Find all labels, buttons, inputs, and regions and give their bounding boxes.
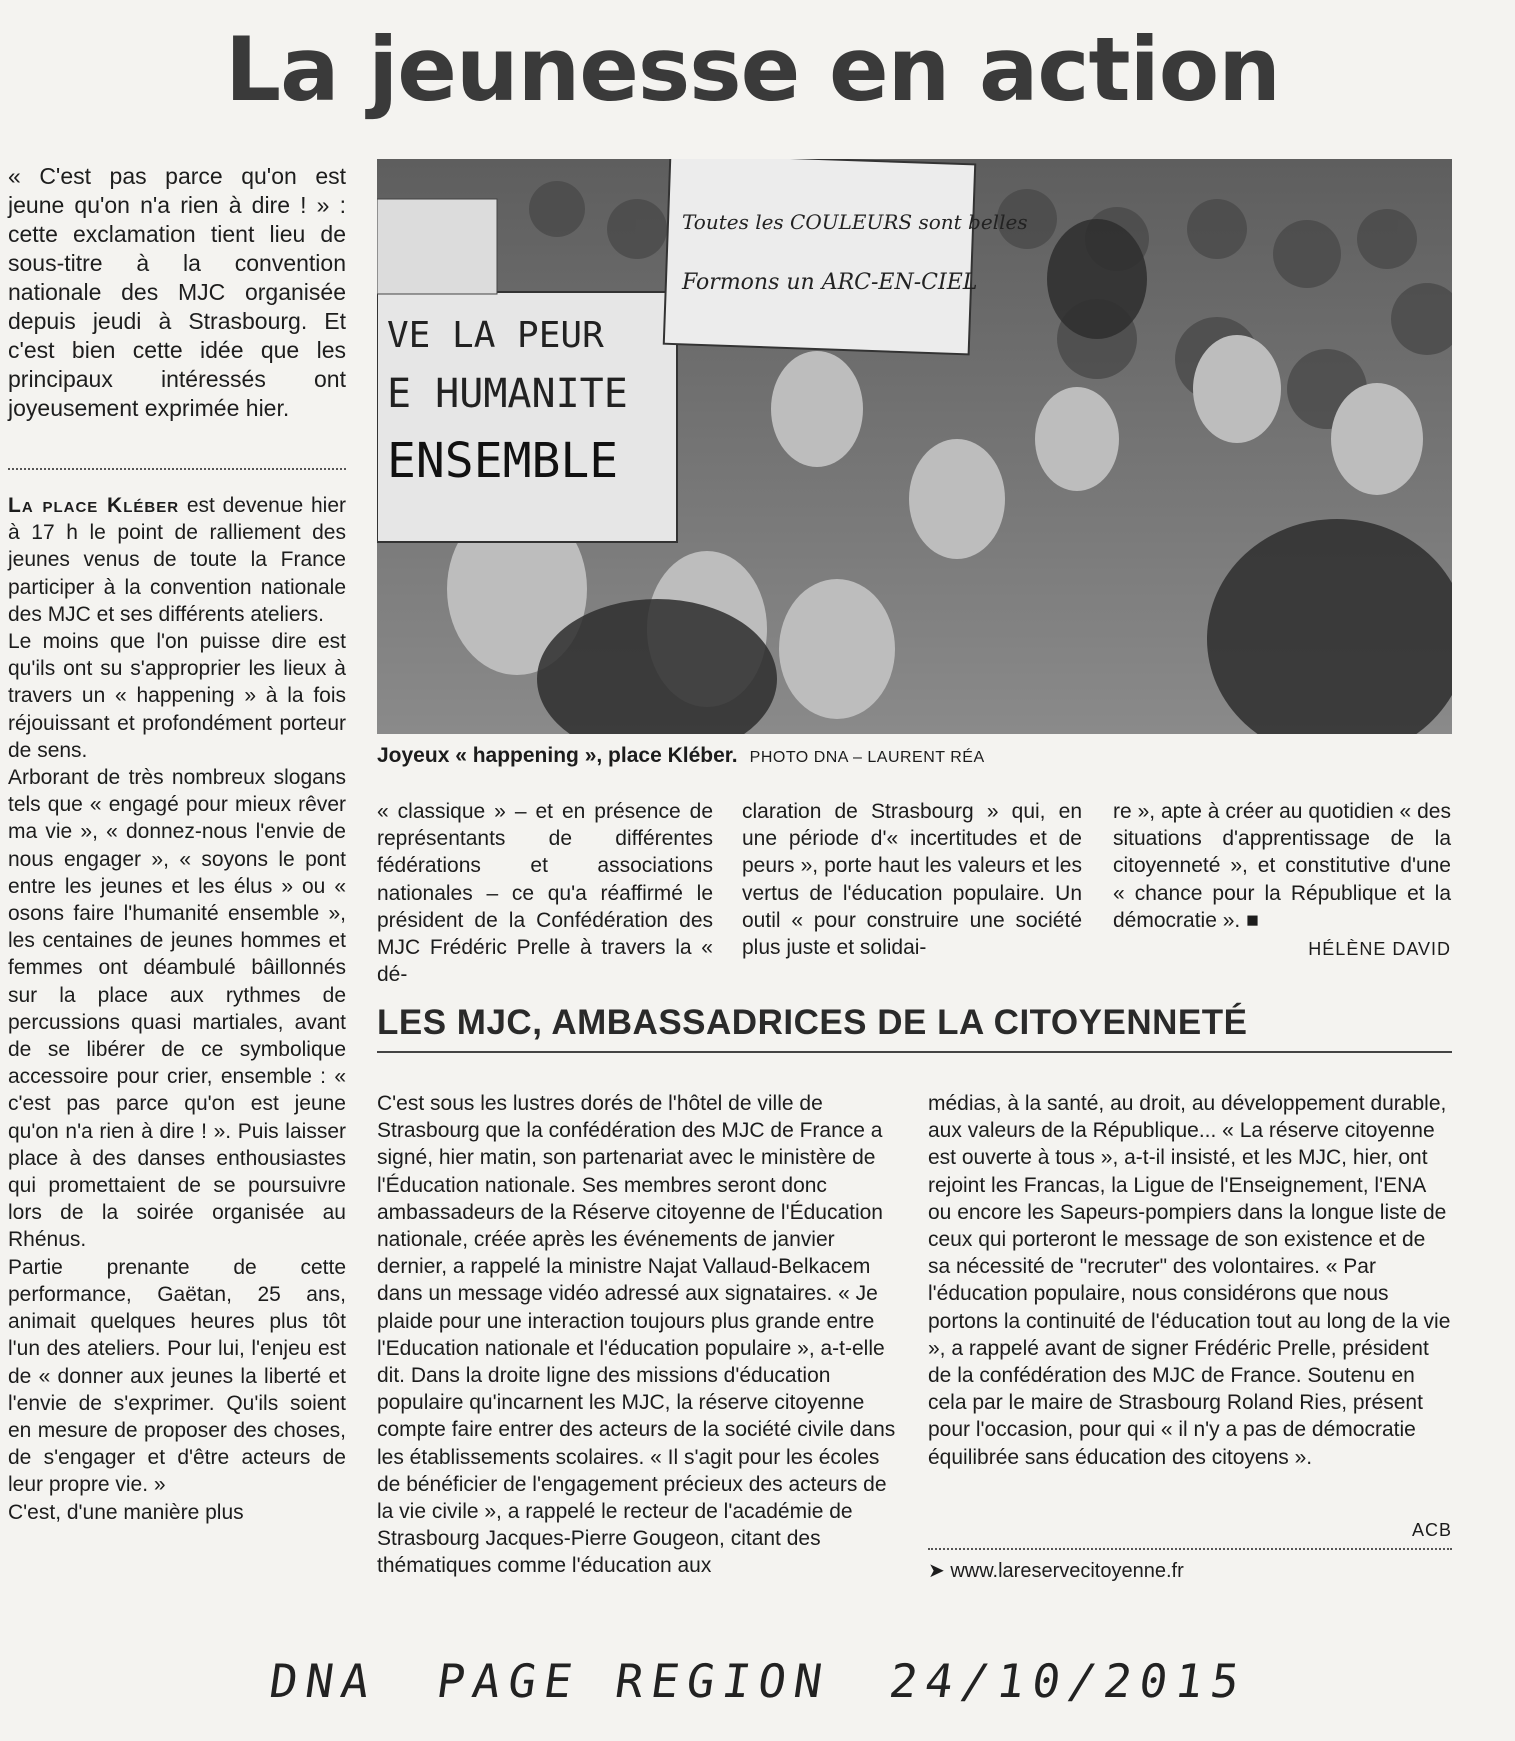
sidebar-author: ACB: [1411, 1520, 1452, 1540]
first-paragraph-text: est devenue hier à 17 h le point de ralliement des jeunes venus de toute la France participer à la convention nationale des MJC et ses différents ateliers.: [8, 494, 347, 626]
sidebar-rule: [377, 1051, 1452, 1053]
article-lede: « C'est pas parce qu'on est jeune qu'on n'a rien à dire ! » : cette exclamation tient lieu de sous-titre à la convention nationale des MJC organisée depuis jeudi à Strasbourg. Et c'est bien cette idée que les principaux intéressés ont joyeusement exprimée hier.: [8, 163, 346, 421]
handwritten-annotation: [266, 1654, 1310, 1708]
annotation-source: DNA: [266, 1654, 381, 1708]
small-sign: [377, 199, 497, 294]
column-b: « classique » – et en présence de représentants de différentes fédérations et associations nationales – ce qu'a réaffirmé le président de la Confédération des MJC Frédéric Prelle à travers la « dé-: [377, 800, 713, 987]
arrow-icon: ➤: [928, 1560, 945, 1582]
sign-text-1: VE LA PEUR: [387, 315, 604, 356]
lede-divider: [8, 468, 346, 470]
photo-caption: [377, 744, 985, 768]
caption-text: Joyeux « happening », place Kléber.: [377, 744, 738, 767]
website-link[interactable]: www.lareservecitoyenne.fr: [950, 1560, 1184, 1582]
sign-text-3: ENSEMBLE: [387, 433, 619, 489]
left-column: [8, 162, 346, 423]
sign-left: [377, 292, 677, 542]
sidebar-column-left: C'est sous les lustres dorés de l'hôtel de ville de Strasbourg que la confédération des MJC de France a signé, hier matin, son partenariat avec le ministère de l'Éducation nationale. Ses membres seront donc ambassadeurs de la Réserve citoyenne de l'Éducation nationale, créée après les événements de janvier dernier, a rappelé la ministre Najat Vallaud-Belkacem dans un message vidéo adressé aux signataires. « Je plaide pour une interaction toujours plus grande entre l'Education nationale et l'éducation populaire », a-t-elle dit. Dans la droite ligne des missions d'éducation populaire qu'incarnent les MJC, la réserve citoyenne compte faire entrer des acteurs de la société civile dans les établissements scolaires. « Il s'agit pour les écoles de bénéficier de l'engagement précieux des acteurs de la vie civile », a rappelé le recteur de l'académie de Strasbourg Jacques-Pierre Gougeon, citant des thématiques comme l'éducation aux: [377, 1092, 896, 1578]
protest-photo: [377, 159, 1452, 734]
photo-credit: PHOTO DNA – LAURENT RÉA: [749, 749, 985, 766]
first-paragraph: [8, 492, 346, 628]
left-body: [8, 492, 346, 1526]
paragraph-2: Le moins que l'on puisse dire est qu'ils ont su s'approprier les lieux à travers un « happening » à la fois réjouissant et profondément porteur de sens.: [8, 630, 346, 762]
kicker: La place Kléber: [8, 494, 180, 517]
column-d: re », apte à créer au quotidien « des situations d'apprentissage de la citoyenneté », et constitutive d'une « chance pour la République et la démocratie ». ■: [1113, 800, 1451, 932]
paragraph-4: Partie prenante de cette performance, Gaëtan, 25 ans, animait quelques heures plus tôt l'un des ateliers. Pour lui, l'enjeu est de « donner aux jeunes la liberté et l'envie de s'exprimer. Qu'ils soient en mesure de proposer des choses, de s'engager et d'être acteurs de leur propre vie. »: [8, 1255, 346, 1497]
column-c: claration de Strasbourg » qui, en une période d'« incertitudes et de peurs », porte haut les valeurs et les vertus de l'éducation populaire. Un outil « pour construire une société plus juste et solidai-: [742, 800, 1082, 960]
paragraph-3: Arborant de très nombreux slogans tels que « engagé pour mieux rêver ma vie », « donnez-nous l'envie de nous engager », « soyons le pont entre les jeunes et les élus » ou « osons faire l'humanité ensemble », les centaines de jeunes hommes et femmes ont déambulé bâillonnés sur la place aux rythmes de percussions quasi martiales, avant de se libérer de ce symbolique accessoire pour crier, ensemble : « c'est pas parce qu'on est jeune qu'on n'a rien à dire ! ». Puis laisser place à des danses enthousiastes qui promettaient de se poursuivre lors de la soirée organisée au Rhénus.: [8, 766, 346, 1252]
sign-text-5: Formons un ARC-EN-CIEL: [682, 270, 978, 295]
article-headline: La jeunesse en action: [225, 18, 1280, 121]
annotation-page: PAGE REGION: [433, 1654, 834, 1708]
paragraph-5: C'est, d'une manière plus: [8, 1500, 244, 1524]
link-divider: [928, 1548, 1452, 1550]
photo-illustration: [377, 159, 1452, 734]
author-signature: HÉLÈNE DAVID: [1308, 939, 1451, 959]
sidebar-column-right: médias, à la santé, au droit, au développement durable, aux valeurs de la République... « La réserve citoyenne est ouverte à tous », a-t-il insisté, et les MJC, hier, ont rejoint les Francas, la Ligue de l'Enseignement, l'ENA ou encore les Sapeurs-pompiers dans la longue liste de ceux qui porteront le message de son existence et de sa nécessité de "recruter" des volontaires. « Par l'éducation populaire, nous considérons que nous portons la continuité de l'éducation tout au long de la vie », a rappelé avant de signer Frédéric Prelle, président de la confédération des MJC de France. Soutenu en cela par le maire de Strasbourg Roland Ries, présent pour l'occasion, pour qui « il n'y a pas de démocratie équilibrée sans éducation des citoyens ».: [928, 1092, 1451, 1469]
sign-text-2: E HUMANITE: [387, 371, 628, 417]
website-link-row: [928, 1558, 1184, 1583]
sign-text-4: Toutes les COULEURS sont belles: [682, 210, 1028, 234]
annotation-date: 24/10/2015: [885, 1654, 1251, 1708]
sidebar-headline: LES MJC, AMBASSADRICES DE LA CITOYENNETÉ: [377, 1003, 1248, 1042]
